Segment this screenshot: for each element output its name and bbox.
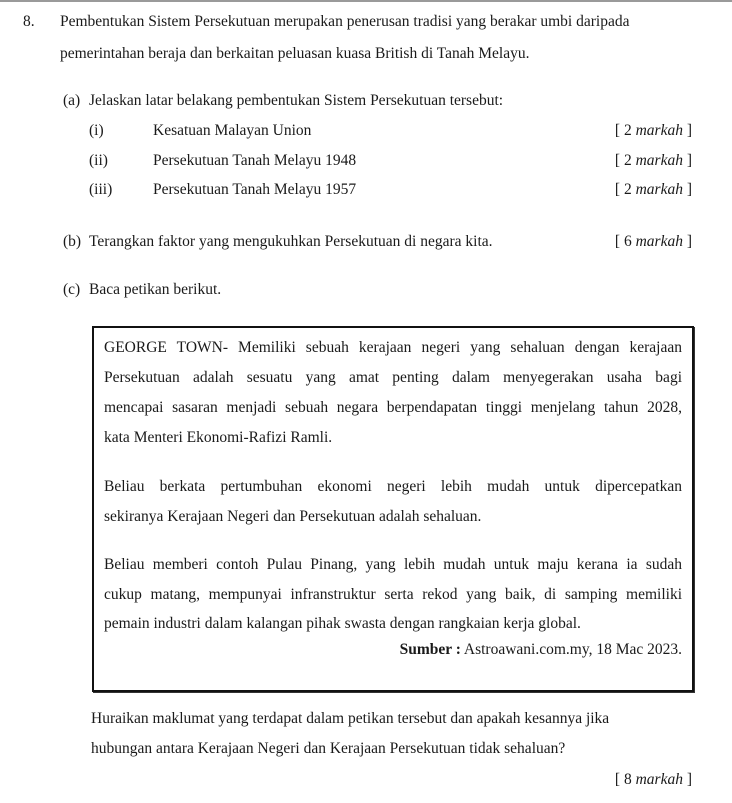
excerpt-line: kata Menteri Ekonomi-Rafizi Ramli. (104, 429, 333, 446)
page-top-border (0, 0, 732, 2)
part-c-question-line-1: Huraikan maklumat yang terdapat dalam petikan tersebut dan apakah kesannya jika (91, 710, 610, 727)
excerpt-line: mencapai sasaran menjadi sebuah negara berpendapatan tinggi menjelang tahun 2028, (104, 399, 682, 416)
source-label: Sumber : (399, 641, 461, 658)
part-c-question-line-2: hubungan antara Kerajaan Negeri dan Kerajaan Persekutuan tidak sehaluan? (91, 740, 566, 757)
item-number: (ii) (89, 152, 108, 169)
part-a-text: Jelaskan latar belakang pembentukan Sistem Persekutuan tersebut: (89, 92, 504, 109)
part-b-label: (b) (63, 233, 82, 250)
part-b-marks: [ 6 markah ] (614, 233, 692, 250)
excerpt-line: Beliau berkata pertumbuhan ekonomi negeri lebih mudah untuk dipercepatkan (104, 478, 682, 495)
excerpt-line: Beliau memberi contoh Pulau Pinang, yang lebih mudah untuk maju kerana ia sudah (104, 556, 682, 573)
part-c-text: Baca petikan berikut. (89, 281, 222, 298)
question-intro-line-1: Pembentukan Sistem Persekutuan merupakan penerusan tradisi yang berakar umbi daripada (60, 13, 630, 30)
marks-label: [ 2 markah ] (614, 181, 692, 198)
item-number: (i) (89, 122, 104, 139)
item-text: Persekutuan Tanah Melayu 1957 (153, 181, 357, 198)
part-a-label: (a) (63, 92, 81, 109)
excerpt-line: Persekutuan adalah sesuatu yang amat penting dalam menyegerakan usaha bagi (104, 369, 682, 386)
question-number: 8. (23, 13, 35, 30)
part-c-label: (c) (63, 281, 81, 298)
part-c-marks: [ 8 markah ] (614, 771, 692, 788)
item-text: Persekutuan Tanah Melayu 1948 (153, 152, 357, 169)
part-b-text: Terangkan faktor yang mengukuhkan Persekutuan di negara kita. (89, 233, 493, 250)
excerpt-line: sekiranya Kerajaan Negeri dan Persekutuan adalah sehaluan. (104, 508, 482, 525)
excerpt-source (400, 641, 682, 659)
excerpt-line: GEORGE TOWN- Memiliki sebuah kerajaan negeri yang sehaluan dengan kerajaan (104, 339, 682, 356)
excerpt-box (92, 326, 694, 692)
source-text: Astroawani.com.my, 18 Mac 2023. (460, 641, 682, 658)
item-text: Kesatuan Malayan Union (153, 122, 312, 139)
marks-label: [ 2 markah ] (614, 122, 692, 139)
item-number: (iii) (89, 181, 113, 198)
excerpt-line: cukup matang, mempunyai infranstruktur serta rekod yang baik, di samping memiliki (104, 586, 682, 603)
marks-label: [ 2 markah ] (614, 152, 692, 169)
excerpt-line: pemain industri dalam kalangan pihak swasta dengan rangkaian kerja global. (104, 615, 581, 632)
question-intro-line-2: pemerintahan beraja dan berkaitan peluasan kuasa British di Tanah Melayu. (60, 45, 530, 62)
